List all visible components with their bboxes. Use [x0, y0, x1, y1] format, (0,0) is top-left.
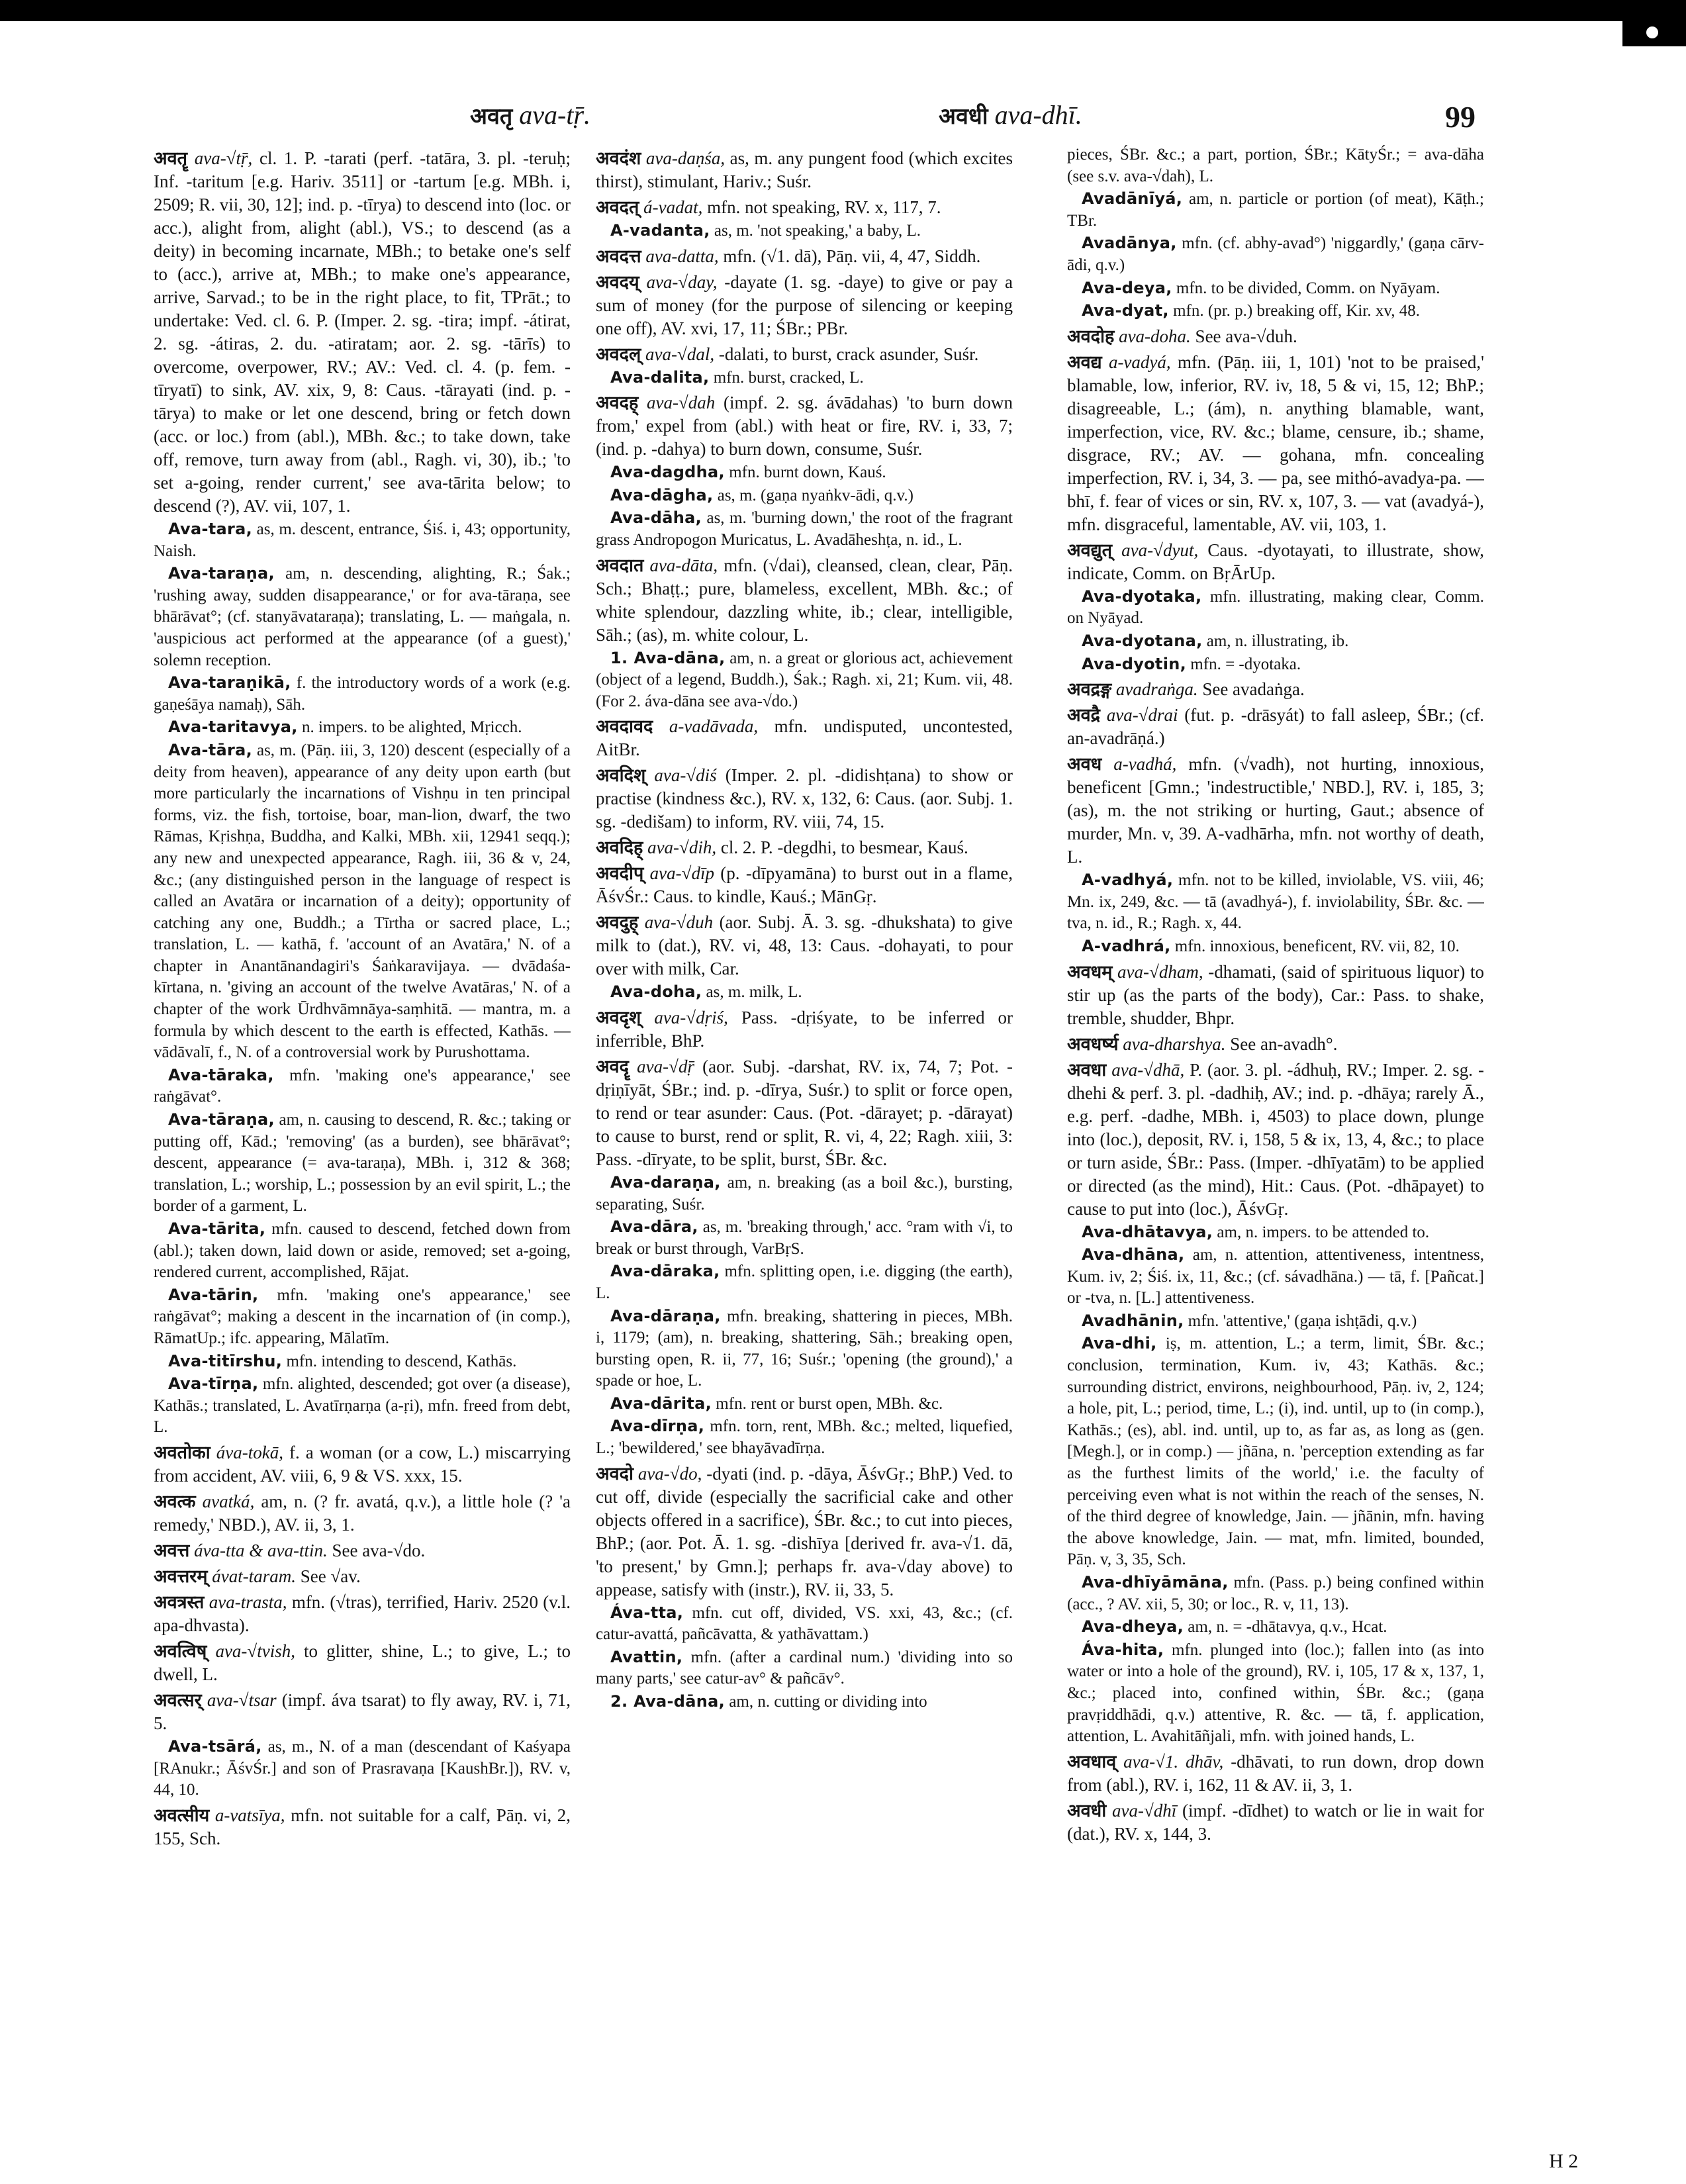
- entry-definition: mfn. 'making one's appearance,' see raṅgāvat°; making a descent in the incarnation of (in comp.), RāmatUp.; ifc. appearing, Mālatīm.: [154, 1286, 571, 1347]
- dictionary-entry: [596, 836, 1013, 859]
- headword-roman: ava-√tṝ,: [194, 148, 253, 168]
- subentry-headword: Ava-dyotaka,: [1082, 587, 1202, 606]
- dictionary-subentry: [596, 367, 1013, 389]
- dictionary-entry: [1067, 539, 1484, 585]
- entry-definition: f. a woman (or a cow, L.) miscarrying from accident, AV. viii, 6, 9 & VS. xxx, 15.: [154, 1442, 571, 1486]
- dictionary-entry: [596, 391, 1013, 461]
- headword-devanagari: अवदत्: [596, 197, 639, 218]
- subentry-headword: Avadānya,: [1082, 234, 1177, 253]
- headword-roman: ava-√dhī: [1111, 1800, 1177, 1821]
- headword-devanagari: अवत्सर्: [154, 1689, 202, 1711]
- headword-devanagari: अवत्क: [154, 1491, 196, 1512]
- dictionary-subentry: [1067, 630, 1484, 653]
- headword-roman: ava-datta,: [645, 246, 719, 266]
- dictionary-subentry: [596, 1306, 1013, 1392]
- subentry-headword: Ava-dhātavya,: [1082, 1222, 1213, 1241]
- headword-devanagari: अवधा: [1067, 1059, 1107, 1080]
- entry-definition: mfn. innoxious, beneficent, RV. vii, 82, 10.: [1174, 937, 1460, 955]
- entry-definition: am, n. particle or portion (of meat), Kāṭh.; TBr.: [1067, 190, 1484, 230]
- entry-definition: am, n. descending, alighting, R.; Śak.; 'rushing away, sudden disappearance,' or for ava-tāraṇa, see bhārāvat°; (cf. stanyāvataraṇa); translating, L. — maṅgala, n. 'auspicious act performed at the appearance (of a guest),' solemn reception.: [154, 565, 571, 669]
- entry-definition: (p. -dīpyamāna) to burst out in a flame, ĀśvŚr.: Caus. to kindle, Kauś.; MānGṛ.: [596, 863, 1013, 907]
- subentry-headword: Ava-tāraka,: [168, 1065, 274, 1084]
- dictionary-subentry: [1067, 1639, 1484, 1748]
- subentry-headword: Ava-dhīyāmāna,: [1082, 1573, 1229, 1591]
- headword-roman: ava-√dhā,: [1111, 1059, 1185, 1080]
- entry-definition: -dyati (ind. p. -dāya, ĀśvGṛ.; BhP.) Ved. to cut off, divide (especially the sacrificial cake and other objects offered in a sacrifice), ŚBr. &c.; to cut into pieces, BhP.; (aor. Pot. Ā. 1. sg. -dishīya [derived fr. ava-√1. dā, 'to present,' by Gmn.]; perhaps fr. ava-√day above) to appease, satisfy with (instr.), RV. ii, 33, 5.: [596, 1463, 1013, 1599]
- dictionary-column-2: [596, 144, 1013, 2144]
- dictionary-subentry: [1067, 1244, 1484, 1309]
- subentry-headword: Avadhānin,: [1082, 1311, 1184, 1330]
- entry-definition: as, m. descent, entrance, Śiś. i, 43; opportunity, Naish.: [154, 520, 571, 560]
- dictionary-subentry: [596, 1691, 1013, 1713]
- headword-devanagari: अवधम्: [1067, 961, 1113, 982]
- entry-definition: mfn. rent or burst open, MBh. &c.: [716, 1394, 943, 1413]
- subentry-headword: Ava-dāha,: [610, 508, 702, 528]
- entry-definition: mfn. (Pāṇ. iii, 1, 101) 'not to be praised,' blamable, low, inferior, RV. iv, 18, 5 & vi, 15, 12; BhP.; disagreeable, L.; (ám), n. anything blamable, want, imperfection, vice, RV. &c.; blame, censure, ib.; shame, disgrace, RV.; AV. — gohana, mfn. concealing imperfection, RV. i, 34, 3. — pa, see mithó-avadya-pa. — bhī, f. fear of vices or sin, RV. x, 107, 3. — vat (avadyá-), mfn. disgraceful, lamentable, AV. vii, 103, 1.: [1067, 352, 1484, 534]
- dictionary-entry: [154, 1490, 571, 1537]
- entry-definition: (impf. áva tsarat) to fly away, RV. i, 71, 5.: [154, 1689, 571, 1733]
- dictionary-entry: [154, 1441, 571, 1488]
- dictionary-entry: [154, 1591, 571, 1637]
- headword-devanagari: अवदो: [596, 1463, 633, 1484]
- headword-devanagari: अवत्त: [154, 1540, 190, 1561]
- dictionary-subentry: [596, 1602, 1013, 1646]
- running-head-right: [939, 99, 1082, 130]
- corner-dot: [1646, 26, 1658, 38]
- dictionary-entry: [1067, 1750, 1484, 1797]
- entry-definition: as, m. 'burning down,' the root of the fragrant grass Andropogon Muricatus, L. Avadāheshṭa, n. id., L.: [596, 509, 1013, 549]
- dictionary-subentry: [596, 981, 1013, 1004]
- subentry-headword: Ava-dāgha,: [610, 485, 714, 504]
- dictionary-subentry: [154, 1373, 571, 1439]
- headword-roman: ava-√drai: [1106, 705, 1178, 726]
- subentry-headword: Ava-taritavya,: [168, 718, 298, 737]
- entry-definition: am, n. a great or glorious act, achievement (object of a legend, Buddh.), Śak.; Ragh. xi, 21; Kum. vii, 48. (For 2. áva-dāna see ava-√do.): [596, 649, 1013, 710]
- subentry-headword: Ava-dalita,: [610, 367, 710, 387]
- headword-devanagari: अवदोह: [1067, 326, 1115, 347]
- entry-definition: f. the introductory words of a work (e.g. gaṇeśāya namaḥ), Sāh.: [154, 674, 571, 714]
- subentry-headword: Ava-dagdha,: [610, 463, 725, 482]
- dictionary-subentry: [1067, 277, 1484, 300]
- headword-devanagari: अवदावद: [596, 716, 653, 737]
- subentry-headword: Ava-dāra,: [610, 1217, 698, 1237]
- entry-definition: -dhamati, (said of spirituous liquor) to stir up (as the parts of the body), Car.: Pass. to shake, tremble, shudder, Bhpr.: [1067, 961, 1484, 1028]
- subentry-headword: Ava-tāraṇa,: [168, 1110, 275, 1129]
- headword-devanagari: अवतोका: [154, 1442, 211, 1463]
- dictionary-subentry: [154, 1109, 571, 1217]
- subentry-headword: Ava-dyotana,: [1082, 631, 1203, 650]
- dictionary-subentry: [1067, 188, 1484, 232]
- running-head-right-roman: ava-dhī.: [994, 100, 1082, 130]
- headword-roman: ava-daṇśa,: [645, 148, 726, 168]
- subentry-headword: Ava-dīrṇa,: [610, 1417, 705, 1436]
- entry-definition: (impf. 2. sg. ávādahas) 'to burn down from,' expel from (abl.) with heat or fire, RV. i, 33, 7; (ind. p. -dahya) to burn down, consume, Suśr.: [596, 393, 1013, 459]
- dictionary-subentry: [1067, 1221, 1484, 1244]
- dictionary-entry: [596, 196, 1013, 219]
- dictionary-subentry: [596, 507, 1013, 551]
- headword-roman: ava-√dal,: [645, 344, 715, 364]
- entry-definition: as, m. 'not speaking,' a baby, L.: [714, 222, 921, 240]
- dictionary-subentry: [596, 1216, 1013, 1260]
- dictionary-subentry: [154, 1284, 571, 1350]
- dictionary-entry: [1067, 1799, 1484, 1846]
- headword-devanagari: अवद्य: [1067, 352, 1102, 373]
- entry-definition: mfn. (√1. dā), Pāṇ. vii, 4, 47, Siddh.: [723, 246, 981, 266]
- subentry-headword: Ava-daraṇa,: [610, 1172, 721, 1192]
- entry-definition: mfn. alighted, descended; got over (a disease), Kathās.; translated, L. Avatīrṇarṇa (a-ṛi), mfn. freed from debt, L.: [154, 1375, 571, 1437]
- subentry-headword: Ava-tārin,: [168, 1285, 259, 1304]
- headword-roman: áva-tokā,: [216, 1442, 284, 1462]
- subentry-headword: Ava-dheya,: [1082, 1617, 1184, 1637]
- subentry-headword: Ava-deya,: [1082, 278, 1172, 297]
- headword-roman: ava-√duh: [644, 912, 714, 933]
- dictionary-subentry: [154, 1218, 571, 1284]
- entry-definition: am, n. attention, attentiveness, intentness, Kum. iv, 2; Śiś. ix, 11, &c.; (cf. sávadhāna.) — tā, f. [Pañcat.] or -tva, n. [L.] attentiveness.: [1067, 1246, 1484, 1307]
- dictionary-entry: [1067, 753, 1484, 869]
- dictionary-entry: [596, 1006, 1013, 1053]
- headword-devanagari: अवतॄ: [154, 148, 188, 169]
- entry-definition: mfn. to be divided, Comm. on Nyāyam.: [1176, 279, 1440, 297]
- headword-devanagari: अवदीप्: [596, 863, 644, 884]
- entry-definition: to glitter, shine, L.; to give, L.; to dwell, L.: [154, 1640, 571, 1684]
- headword-roman: áva-tta & ava-ttin.: [194, 1540, 328, 1560]
- entry-definition: mfn. 'making one's appearance,' see raṅgāvat°.: [154, 1066, 571, 1106]
- headword-roman: ava-√dṛiś,: [654, 1007, 728, 1027]
- headword-roman: avatká,: [202, 1491, 255, 1511]
- dictionary-entry: [154, 1539, 571, 1562]
- subentry-headword: Ava-dāraṇa,: [610, 1306, 721, 1325]
- dictionary-entry: [154, 1804, 571, 1850]
- entry-definition: mfn. breaking, shattering in pieces, MBh. i, 1179; (am), n. breaking, shattering, Sāh.; breaking open, bursting open, R. ii, 77, 16; Suśr.; 'opening (the ground),' a spade or hoe, L.: [596, 1307, 1013, 1390]
- headword-devanagari: अवदॄ: [596, 1056, 629, 1077]
- scan-corner-mark: [1622, 0, 1686, 46]
- subentry-headword: Ava-dārita,: [610, 1394, 712, 1413]
- entry-definition: pieces, ŚBr. &c.; a part, portion, ŚBr.; KātyŚr.; = ava-dāha (see s.v. ava-√dah), L.: [1067, 146, 1484, 185]
- dictionary-entry: [1067, 678, 1484, 701]
- headword-roman: ava-√day,: [646, 271, 718, 292]
- entry-definition: -dhāvati, to run down, drop down from (abl.), RV. i, 162, 11 & AV. ii, 3, 1.: [1067, 1751, 1484, 1795]
- subentry-headword: A-vadhrá,: [1082, 936, 1171, 955]
- entry-definition: as, m. 'breaking through,' acc. °ram with √i, to break or burst through, VarBṛS.: [596, 1218, 1013, 1258]
- dictionary-entry: [596, 764, 1013, 833]
- running-head-left: [470, 99, 590, 130]
- dictionary-entry: [596, 245, 1013, 268]
- dictionary-entry: [1067, 704, 1484, 750]
- entry-definition: mfn. undisputed, uncontested, AitBr.: [596, 716, 1013, 760]
- dictionary-entry: [596, 271, 1013, 340]
- dictionary-entry: [596, 1462, 1013, 1601]
- dictionary-entry: [596, 862, 1013, 908]
- subentry-headword: Ava-taraṇa,: [168, 564, 275, 583]
- dictionary-subentry: [596, 220, 1013, 242]
- entry-definition: n. impers. to be alighted, Mṛicch.: [301, 718, 522, 737]
- dictionary-subentry: [596, 1646, 1013, 1690]
- headword-devanagari: अवदिह्: [596, 837, 643, 859]
- headword-devanagari: अवदह्: [596, 393, 639, 414]
- entry-definition: mfn. illustrating, making clear, Comm. on Nyāyad.: [1067, 587, 1484, 628]
- subentry-headword: Ava-dhāna,: [1082, 1245, 1185, 1264]
- dictionary-subentry: [154, 672, 571, 716]
- entry-definition: mfn. (pr. p.) breaking off, Kir. xv, 48.: [1173, 302, 1420, 320]
- entry-definition: mfn. intending to descend, Kathās.: [286, 1352, 517, 1370]
- headword-devanagari: अवद्युत्: [1067, 540, 1113, 561]
- headword-devanagari: अवत्सीय: [154, 1805, 210, 1826]
- dictionary-entry: [1067, 1033, 1484, 1056]
- headword-roman: ava-√dṝ: [637, 1056, 694, 1076]
- entry-definition: mfn. not to be killed, inviolable, VS. viii, 46; Mn. ix, 249, &c. — tā (avadhyá-), f. inviolability, ŚBr. &c. — tva, n. id., R.; Ragh. x, 44.: [1067, 871, 1484, 933]
- page-number: 99: [1445, 100, 1475, 134]
- entry-definition: mfn. 'attentive,' (gaṇa ishṭādi, q.v.): [1188, 1311, 1417, 1330]
- dictionary-subentry: [596, 1415, 1013, 1459]
- headword-devanagari: अवधी: [1067, 1800, 1107, 1821]
- entry-definition: See an-avadh°.: [1230, 1033, 1338, 1054]
- entry-definition: mfn. (Pass. p.) being confined within (acc., ? AV. xii, 5, 30; or loc., R. v, 11, 13).: [1067, 1574, 1484, 1613]
- headword-roman: á-vadat,: [643, 197, 703, 217]
- entry-definition: Caus. -dyotayati, to illustrate, show, indicate, Comm. on BṛĀrUp.: [1067, 540, 1484, 583]
- entry-definition: (fut. p. -drāsyát) to fall asleep, ŚBr.; (cf. an-avadrāṇá.): [1067, 705, 1484, 749]
- entry-definition: as, m. any pungent food (which excites thirst), stimulant, Hariv.; Suśr.: [596, 148, 1013, 191]
- dictionary-entry: [154, 1565, 571, 1588]
- dictionary-subentry: [1067, 1616, 1484, 1638]
- headword-roman: ava-√tsar: [207, 1689, 277, 1710]
- headword-roman: ava-trasta,: [209, 1591, 287, 1612]
- dictionary-subentry: [1067, 653, 1484, 676]
- headword-devanagari: अवत्रस्त: [154, 1591, 205, 1613]
- subentry-headword: Ava-dyotin,: [1082, 654, 1187, 673]
- entry-definition: Pass. -dṛiśyate, to be inferred or inferrible, BhP.: [596, 1007, 1013, 1051]
- headword-devanagari: अवदय्: [596, 271, 639, 293]
- headword-roman: ava-√do,: [637, 1463, 702, 1484]
- entry-definition: mfn. cut off, divided, VS. xxi, 43, &c.; (cf. catur-avattá, pañcāvatta, & yathāvattam.): [596, 1603, 1013, 1644]
- entry-definition: mfn. plunged into (loc.); fallen into (as into water or into a hole of the ground), RV. i, 105, 17 & x, 137, 1, &c.; placed into, confined within, ŚBr. &c.; (gaṇa pravṛiddhādi, q.v.) attentive, R. &c. — tā, f. application, attention, L. Avahitāñjali, mfn. with joined hands, L.: [1067, 1640, 1484, 1746]
- entry-definition: (aor. Subj. -darshat, RV. ix, 74, 7; Pot. -dṛiṇīyāt, ŚBr.; ind. p. -dīrya, Suśr.) to split or force open, to rend or tear asunder: Caus. (Pot. -dārayet; p. -dārayat) to cause to burst, rend or split, R. vi, 4, 22; Ragh. xiii, 3: Pass. -dīryate, to be split, burst, ŚBr. &c.: [596, 1056, 1013, 1169]
- entry-definition: am, n. breaking (as a boil &c.), bursting, separating, Suśr.: [596, 1173, 1013, 1213]
- subentry-headword: Ava-taraṇikā,: [168, 673, 291, 692]
- headword-roman: a-vadyá,: [1108, 352, 1171, 372]
- entry-definition: (impf. -dīdhet) to watch or lie in wait for (dat.), RV. x, 144, 3.: [1067, 1800, 1484, 1844]
- entry-definition: am, n. cutting or dividing into: [729, 1693, 927, 1711]
- subentry-headword: Ava-dāraka,: [610, 1262, 720, 1281]
- subentry-headword: Ava-tīrṇa,: [168, 1374, 259, 1394]
- entry-definition: mfn. not suitable for a calf, Pāṇ. vi, 2, 155, Sch.: [154, 1805, 571, 1848]
- headword-devanagari: अवदिश्: [596, 765, 646, 786]
- dictionary-column-3: [1067, 144, 1484, 2144]
- subentry-headword: Avattin,: [610, 1647, 683, 1666]
- subentry-headword: Ava-tara,: [168, 520, 253, 538]
- subentry-headword: Ava-tāra,: [168, 740, 253, 759]
- headword-devanagari: अवधाव्: [1067, 1751, 1117, 1772]
- running-head-right-devanagari: अवधी: [939, 103, 988, 130]
- dictionary-entry: [596, 911, 1013, 980]
- dictionary-subentry: [1067, 300, 1484, 322]
- headword-roman: ava-√dham,: [1117, 961, 1203, 982]
- entry-definition: P. (aor. 3. pl. -ádhuḥ, RV.; Imper. 2. sg. -dhehi & perf. 3. pl. -dadhiḥ, AV.; ind. p. -dhāya; rarely Ā., e.g. perf. -dadhe, MBh. i, 4503) to place down, plunge into (loc.), deposit, RV. i, 158, 5 & ix, 13, 4, &c.; to place or turn aside, ŚBr.: Pass. (Imper. -dhīyatām) to be applied or directed (as the mind), Hit.: Caus. (Pot. -dhāpayet) to cause to put into (loc.), ĀśvGṛ.: [1067, 1059, 1484, 1219]
- dictionary-entry: [154, 1689, 571, 1735]
- entry-definition: am, n. causing to descend, R. &c.; taking or putting off, Kād.; 'removing' (as a burden), see bhārāvat°; descent, appearance (= ava-taraṇa), MBh. i, 312 & 368; translation, L.; worship, L.; possession by an evil spirit, L.; the border of a garment, L.: [154, 1111, 571, 1215]
- dictionary-subentry: [1067, 869, 1484, 935]
- subentry-headword: A-vadanta,: [610, 221, 710, 240]
- headword-roman: ava-√dyut,: [1121, 540, 1199, 560]
- entry-definition: -dalati, to burst, crack asunder, Suśr.: [718, 344, 979, 364]
- dictionary-subentry: [154, 563, 571, 671]
- headword-roman: ava-√tvish,: [215, 1640, 295, 1661]
- entry-definition: am, n. illustrating, ib.: [1206, 632, 1349, 650]
- entry-definition: mfn. (cf. abhy-avad°) 'niggardly,' (gaṇa cārv-ādi, q.v.): [1067, 234, 1484, 274]
- dictionary-subentry: [596, 1172, 1013, 1215]
- dictionary-subentry: [596, 485, 1013, 507]
- headword-devanagari: अवदत्त: [596, 246, 641, 267]
- dictionary-entry: [596, 554, 1013, 647]
- entry-definition: am, n. impers. to be attended to.: [1217, 1223, 1430, 1241]
- dictionary-subentry: [154, 716, 571, 739]
- headword-devanagari: अवद्रै: [1067, 705, 1100, 726]
- dictionary-entry: [1067, 351, 1484, 536]
- subentry-headword: Ava-titīrshu,: [168, 1351, 283, 1370]
- headword-roman: ava-√1. dhāv,: [1123, 1751, 1224, 1772]
- entry-definition: am, n. (? fr. avatá, q.v.), a little hole (? 'a remedy,' NBD.), AV. ii, 3, 1.: [154, 1491, 571, 1535]
- entry-definition: cl. 1. P. -tarati (perf. -tatāra, 3. pl. -teruḥ; Inf. -taritum [e.g. Hariv. 3511] or -tartum [e.g. MBh. i, 2509; R. vii, 30, 12]; ind. p. -tīrya) to descend into (loc. or acc.), alight from, alight (abl.), VS.; to descend (as a deity) in becoming incarnate, MBh.; to betake one's self to (acc.), arrive at, MBh.; to make one's appearance, arrive, Sarvad.; to be in the right place, to fit, TPrāt.; to undertake: Ved. cl. 6. P. (Imper. 2. sg. -tira; impf. -átirat, 2. sg. -átiras, 2. du. -atiratam; aor. 2. sg. -tārīs) to overcome, overpower, RV.; AV.: Ved. cl. 4. (p. fem. -tīryatī) to sink, AV. xix, 9, 8: Caus. -tārayati (ind. p. -tārya) to make or let one descend, bring or fetch down (acc. or loc.) from (abl.), MBh. &c.; to take down, take off, remove, turn away from (abl., Ragh. vi, 30), ib.; 'to set a-going, render current,' see ava-tārita below; to descend (?), AV. vii, 107, 1.: [154, 148, 571, 516]
- entry-definition: mfn. = -dyotaka.: [1190, 655, 1301, 673]
- headword-roman: a-vadāvada,: [669, 716, 759, 737]
- entry-definition: as, m. (gaṇa nyaṅkv-ādi, q.v.): [717, 486, 913, 504]
- entry-definition: as, m. (Pāṇ. iii, 3, 120) descent (especially of a deity from heaven), appearance of any deity upon earth (but more particularly the incarnations of Vishṇu in ten principal forms, viz. the fish, tortoise, boar, man-lion, dwarf, the two Rāmas, Kṛishṇa, Buddha, and Kalki, MBh. xii, 12941 seqq.); any new and unexpected appearance, Ragh. iii, 36 & v, 24, &c.; (any distinguished person in the language of respect is called an Avatāra or incarnation of a deity); opportunity of catching any one, Buddh.; a Tīrtha or sacred place, L.; translation, L. — kathā, f. 'account of an Avatāra,' N. of a chapter in Anantānandagiri's Śaṅkaravijaya. — dvādaśa-kīrtana, n. 'giving an account of the twelve Avatāras,' N. of a chapter of the work Ūrdhvāmnāya-saṃhitā. — mantra, m. a formula by which descent to the earth is effected, Kathās. — vādāvalī, f., N. of a controversial work by Purushottama.: [154, 741, 571, 1062]
- headword-devanagari: अवत्तरम्: [154, 1566, 208, 1587]
- subentry-headword: A-vadhyá,: [1082, 871, 1174, 890]
- entry-definition: See ava-√do.: [332, 1540, 426, 1560]
- dictionary-subentry: [596, 647, 1013, 713]
- dictionary-continuation: [1067, 144, 1484, 187]
- entry-definition: mfn. torn, rent, MBh. &c.; melted, liquefied, L.; 'bewildered,' see bhayāvadīrṇa.: [596, 1417, 1013, 1458]
- dictionary-subentry: [154, 518, 571, 562]
- dictionary-subentry: [154, 1351, 571, 1373]
- dictionary-subentry: [1067, 1310, 1484, 1333]
- headword-devanagari: अवदात: [596, 555, 644, 576]
- running-head-left-devanagari: अवतृ: [470, 103, 513, 130]
- entry-definition: mfn. (√vadh), not hurting, innoxious, beneficent [Gmn.; 'indestructible,' NBD.], RV. i, 185, 3; (as), m. the not striking or hurting, Gaut.; absence of murder, Mn. v, 39. A-vadhārha, mfn. not worthy of death, L.: [1067, 754, 1484, 867]
- subentry-headword: 2. Ava-dāna,: [610, 1692, 726, 1711]
- dictionary-entry: [1067, 1059, 1484, 1221]
- entry-definition: -dayate (1. sg. -daye) to give or pay a sum of money (for the purpose of silencing or keeping one off), AV. xvi, 17, 11; ŚBr.; PBr.: [596, 271, 1013, 338]
- entry-definition: See ava-√duh.: [1195, 326, 1297, 346]
- dictionary-subentry: [1067, 232, 1484, 276]
- dictionary-entry: [596, 1055, 1013, 1171]
- headword-roman: ava-dāta,: [649, 555, 718, 575]
- headword-roman: a-vadhá,: [1113, 754, 1177, 775]
- scan-top-border: [0, 0, 1686, 21]
- running-head-left-roman: ava-tṝ.: [519, 100, 591, 130]
- headword-devanagari: अवदुह्: [596, 912, 639, 933]
- entry-definition: mfn. burnt down, Kauś.: [729, 463, 886, 482]
- subentry-headword: Ava-tārita,: [168, 1219, 266, 1238]
- entry-definition: mfn. splitting open, i.e. digging (the earth), L.: [596, 1262, 1013, 1302]
- dictionary-subentry: [596, 461, 1013, 484]
- dictionary-entry: [1067, 961, 1484, 1030]
- headword-devanagari: अवदंश: [596, 148, 641, 169]
- dictionary-entry: [1067, 325, 1484, 348]
- subentry-headword: Ava-dyat,: [1082, 301, 1169, 320]
- subentry-headword: Avadānīyá,: [1082, 189, 1183, 209]
- dictionary-entry: [596, 343, 1013, 366]
- dictionary-subentry: [596, 1260, 1013, 1304]
- headword-roman: ava-√diś: [654, 765, 717, 786]
- entry-definition: mfn. (after a cardinal num.) 'dividing into so many parts,' see catur-av° & pañcāv°.: [596, 1648, 1013, 1688]
- dictionary-subentry: [1067, 1333, 1484, 1571]
- entry-definition: mfn. not speaking, RV. x, 117, 7.: [707, 197, 941, 217]
- headword-roman: a-vatsīya,: [214, 1805, 285, 1825]
- entry-definition: iṣ, m. attention, L.; a term, limit, ŚBr. &c.; conclusion, termination, Kum. iv, 43; Kathās. &c.; surrounding district, environs, neighbourhood, Pāṇ. iv, 2, 124; a hole, pit, L.; period, time, L.; (i), ind. until, up to (in comp.), Kathās.; (es), abl. ind. until, up to, as far as, as long as (gen. [Megh.], or in comp.) — jñāna, n. 'perception extending as far as the furthest limits of the world,' i.e. the faculty of perceiving even what is not within the reach of the senses, N. of the third degree of knowledge, Jain. — jñānin, mfn. having the above knowledge, Jain. — mat, mfn. limited, bounded, Pāṇ. v, 3, 35, Sch.: [1067, 1335, 1484, 1569]
- subentry-headword: Áva-hita,: [1082, 1640, 1164, 1659]
- headword-devanagari: अवधर्ष्य: [1067, 1033, 1119, 1055]
- headword-roman: ava-√dih,: [647, 837, 717, 858]
- entry-definition: mfn. caused to descend, fetched down from (abl.); taken down, laid down or aside, removed; set a-going, rendered current, accomplished, Rājat.: [154, 1220, 571, 1282]
- entry-definition: mfn. (√dai), cleansed, clean, clear, Pāṇ. Sch.; Bhaṭṭ.; pure, blameless, excellent, MBh. &c.; of white splendour, dazzling white, ib.; clear, intelligible, Sāh.; (as), m. white colour, L.: [596, 555, 1013, 645]
- subentry-headword: Ava-dhi,: [1082, 1334, 1157, 1353]
- headword-devanagari: अवद्रङ्ग: [1067, 679, 1112, 700]
- headword-roman: ávat-taram.: [212, 1566, 296, 1586]
- headword-roman: ava-doha.: [1119, 326, 1191, 346]
- entry-definition: as, m. milk, L.: [706, 983, 802, 1002]
- dictionary-entry: [154, 1640, 571, 1686]
- entry-definition: (Imper. 2. pl. -didishṭana) to show or practise (kindness &c.), RV. x, 132, 6: Caus. (aor. Subj. 1. sg. -dedišam) to inform, RV. viii, 74, 15.: [596, 765, 1013, 832]
- dictionary-subentry: [154, 1736, 571, 1801]
- subentry-headword: Ava-doha,: [610, 982, 702, 1002]
- entry-definition: See √av.: [300, 1566, 361, 1586]
- subentry-headword: Áva-tta,: [610, 1603, 684, 1622]
- headword-roman: ava-√dah: [647, 393, 716, 413]
- subentry-headword: Ava-tsārá,: [168, 1736, 262, 1756]
- entry-definition: mfn. (√tras), terrified, Hariv. 2520 (v.l. apa-dhvasta).: [154, 1591, 571, 1635]
- headword-roman: ava-√dīp: [649, 863, 714, 884]
- subentry-headword: 1. Ava-dāna,: [610, 648, 726, 667]
- headword-devanagari: अवध: [1067, 754, 1102, 775]
- entry-definition: as, m., N. of a man (descendant of Kaśyapa [RAnukr.; ĀśvŚr.] and son of Prasravaṇa [KaushBr.]), RV. v, 44, 10.: [154, 1737, 571, 1799]
- headword-devanagari: अवत्विष्: [154, 1640, 207, 1662]
- dictionary-subentry: [1067, 1572, 1484, 1615]
- dictionary-subentry: [596, 1393, 1013, 1415]
- entry-definition: am, n. = -dhātavya, q.v., Hcat.: [1188, 1618, 1387, 1637]
- headword-devanagari: अवदृश्: [596, 1007, 641, 1028]
- entry-definition: mfn. burst, cracked, L.: [713, 368, 864, 387]
- entry-definition: cl. 2. P. -degdhi, to besmear, Kauś.: [720, 837, 968, 858]
- dictionary-entry: [596, 147, 1013, 193]
- dictionary-subentry: [1067, 586, 1484, 630]
- headword-devanagari: अवदल्: [596, 344, 641, 365]
- entry-definition: See avadaṅga.: [1202, 679, 1305, 700]
- dictionary-subentry: [154, 739, 571, 1064]
- entry-definition: (aor. Subj. Ā. 3. sg. -dhukshata) to give milk to (dat.), RV. vi, 48, 13: Caus. -dohayati, to pour over with milk, Car.: [596, 912, 1013, 979]
- dictionary-subentry: [1067, 935, 1484, 958]
- dictionary-subentry: [154, 1065, 571, 1108]
- headword-roman: avadraṅga.: [1115, 679, 1198, 700]
- signature-mark: H 2: [1549, 2150, 1579, 2172]
- dictionary-entry: [596, 715, 1013, 761]
- dictionary-entry: [154, 147, 571, 518]
- headword-roman: ava-dharshya.: [1123, 1033, 1226, 1054]
- dictionary-column-1: [154, 144, 571, 2144]
